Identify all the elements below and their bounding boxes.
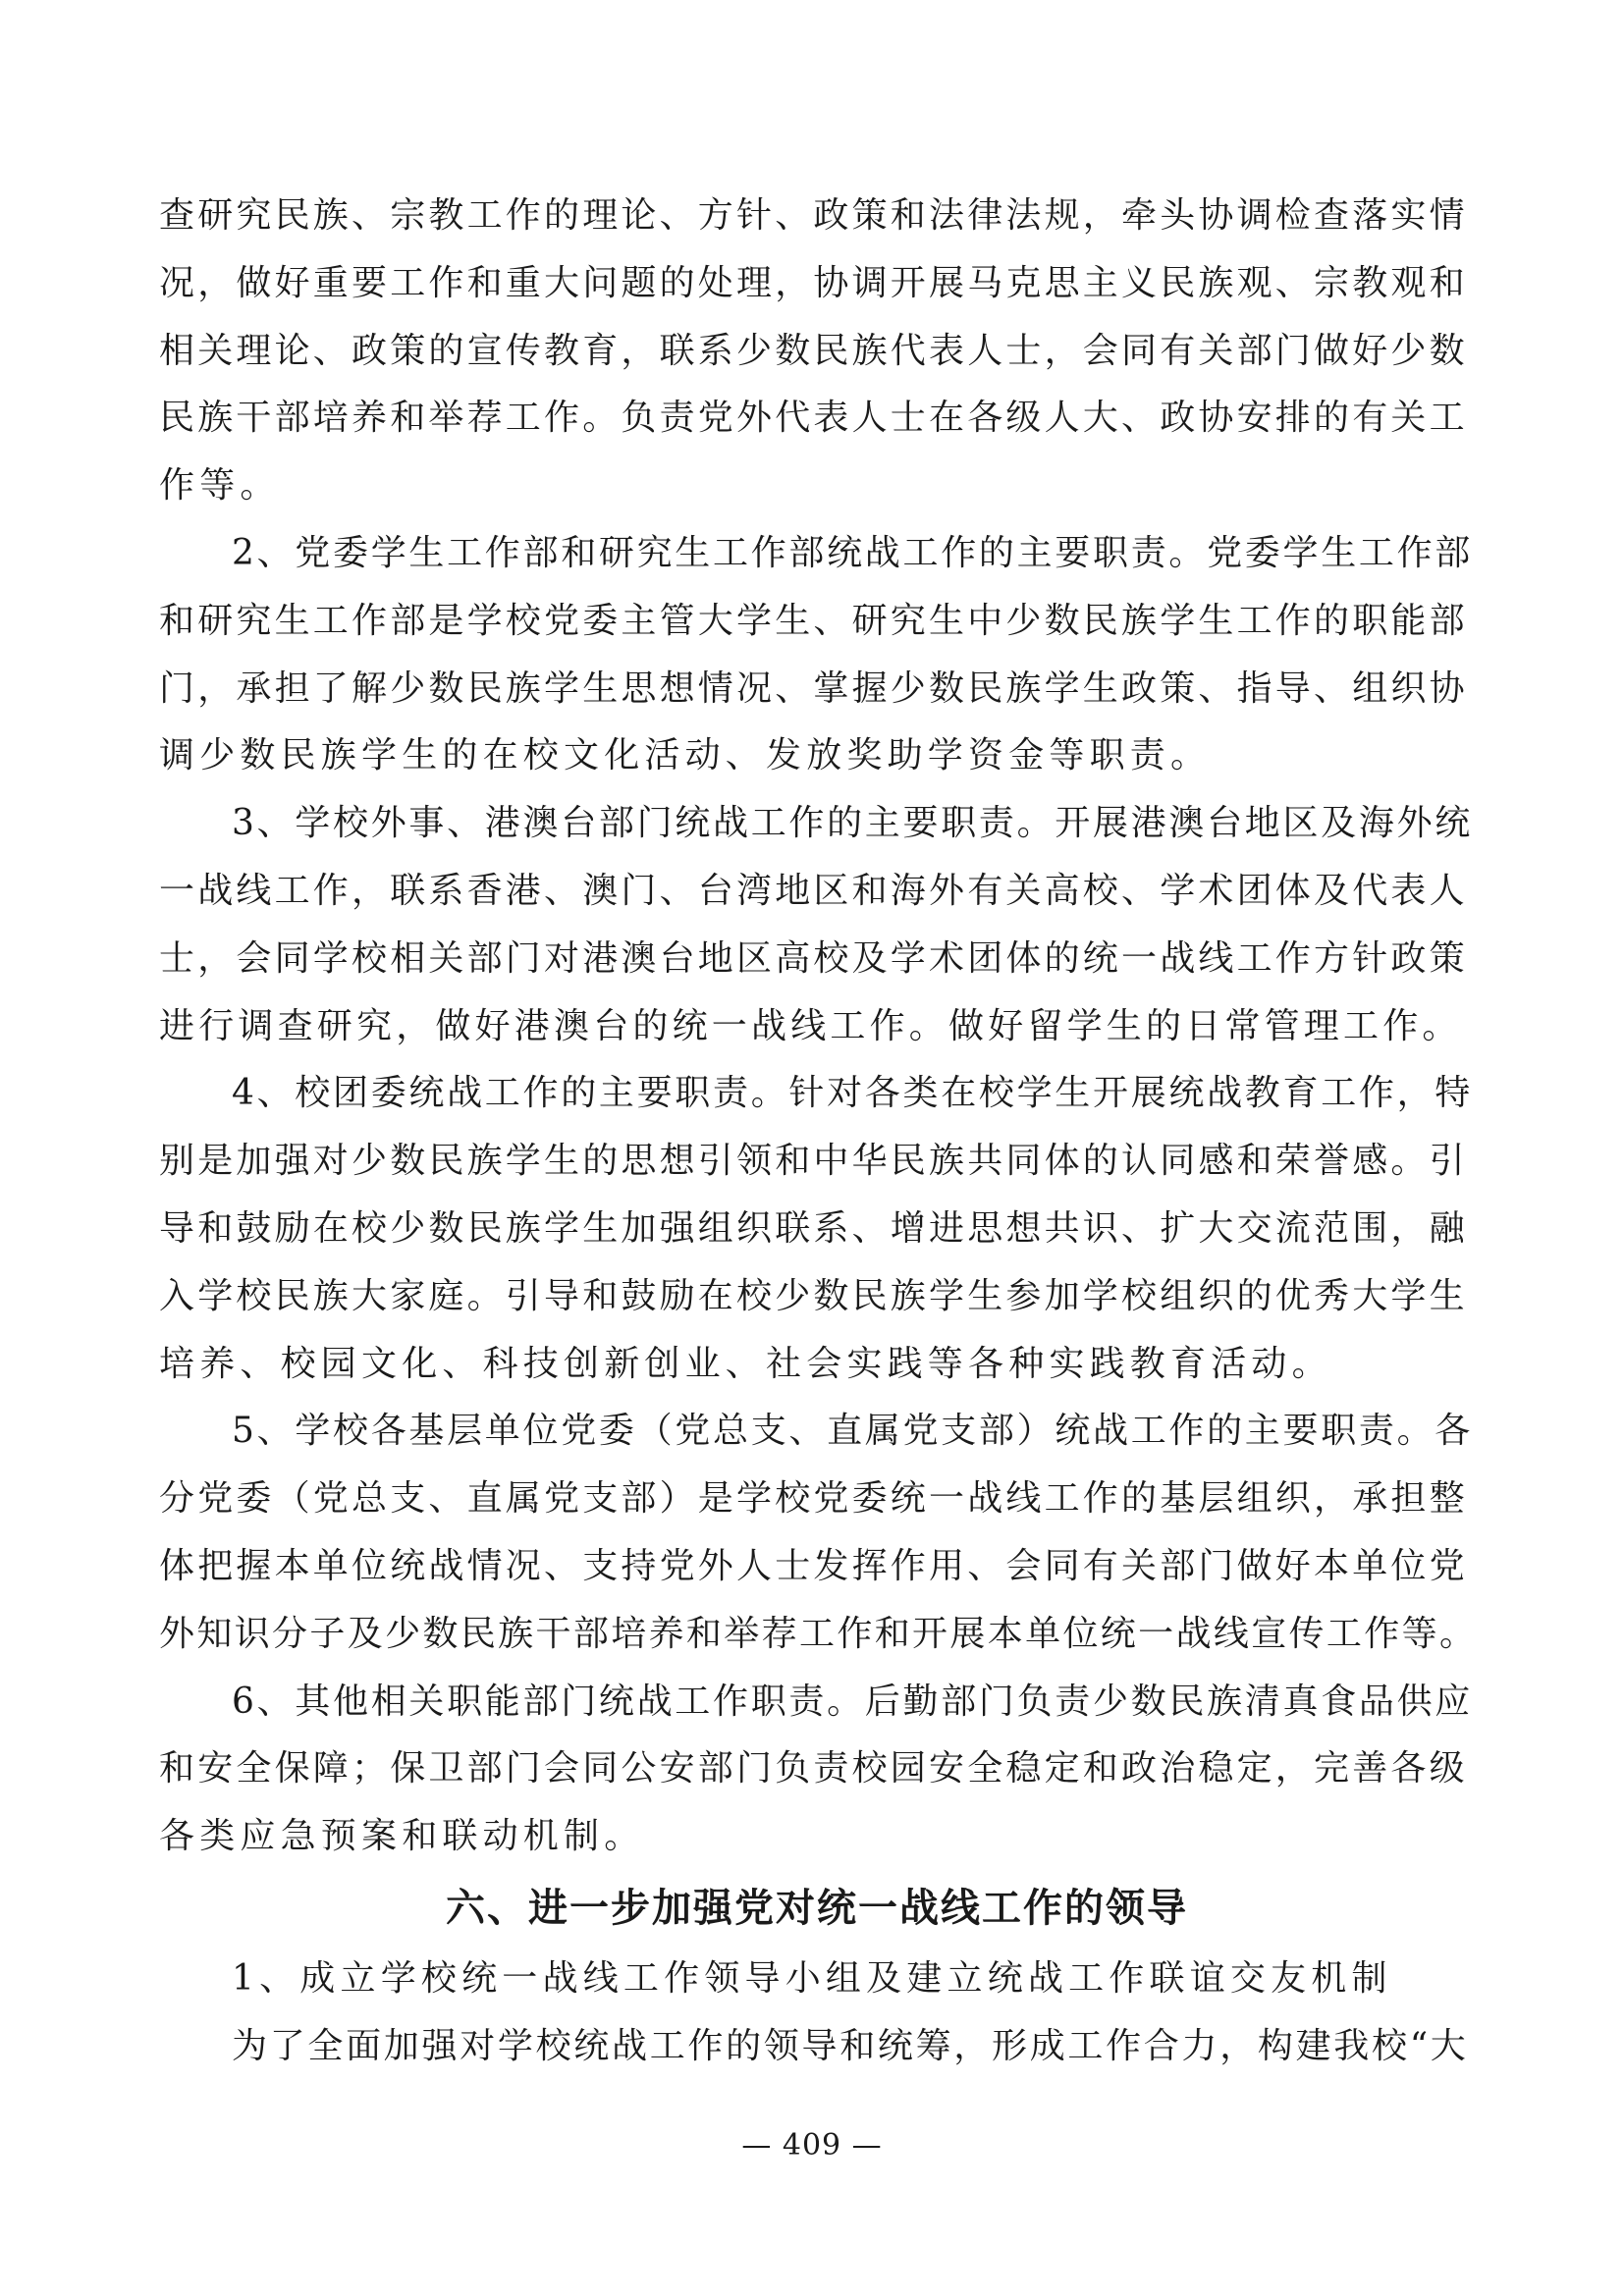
text-line: 调少数民族学生的在校文化活动、发放奖助学资金等职责。 — [159, 735, 1212, 776]
text-line: 培养、校园文化、科技创新创业、社会实践等各种实践教育活动。 — [159, 1343, 1332, 1384]
paragraph-start-line: 为了全面加强对学校统战工作的领导和统筹，形成工作合力，构建我校“大 — [232, 2025, 1469, 2066]
text-line: 作等。 — [159, 465, 281, 507]
text-line: 和安全保障；保卫部门会同公安部门负责校园安全稳定和政治稳定，完善各级 — [159, 1748, 1468, 1789]
text-line: 外知识分子及少数民族干部培养和举荐工作和开展本单位统一战线宣传工作等。 — [159, 1613, 1475, 1654]
paragraph-start-line: 4、校团委统战工作的主要职责。针对各类在校学生开展统战教育工作，特 — [232, 1073, 1474, 1114]
text-line: 入学校民族大家庭。引导和鼓励在校少数民族学生参加学校组织的优秀大学生 — [159, 1275, 1468, 1316]
paragraph-start-line: 6、其他相关职能部门统战工作职责。后勤部门负责少数民族清真食品供应 — [232, 1681, 1474, 1722]
text-line: 况，做好重要工作和重大问题的处理，协调开展马克思主义民族观、宗教观和 — [159, 262, 1468, 303]
text-line: 门，承担了解少数民族学生思想情况、掌握少数民族学生政策、指导、组织协 — [159, 667, 1468, 709]
section-heading: 六、进一步加强党对统一战线工作的领导 — [446, 1885, 1188, 1931]
text-line: 体把握本单位统战情况、支持党外人士发挥作用、会同有关部门做好本单位党 — [159, 1545, 1468, 1586]
page-number: — 409 — — [741, 2128, 883, 2163]
text-line: 别是加强对少数民族学生的思想引领和中华民族共同体的认同感和荣誉感。引 — [159, 1141, 1468, 1182]
text-line: 进行调查研究，做好港澳台的统一战线工作。做好留学生的日常管理工作。 — [159, 1005, 1462, 1046]
text-line: 一战线工作，联系香港、澳门、台湾地区和海外有关高校、学术团体及代表人 — [159, 870, 1468, 911]
text-line: 士，会同学校相关部门对港澳台地区高校及学术团体的统一战线工作方针政策 — [159, 937, 1468, 979]
paragraph-start-line: 5、学校各基层单位党委（党总支、直属党支部）统战工作的主要职责。各 — [232, 1411, 1474, 1452]
subsection-heading: 1、成立学校统一战线工作领导小组及建立统战工作联谊交友机制 — [232, 1957, 1392, 1999]
text-line: 民族干部培养和举荐工作。负责党外代表人士在各级人大、政协安排的有关工 — [159, 398, 1468, 439]
text-line: 查研究民族、宗教工作的理论、方针、政策和法律法规，牵头协调检查落实情 — [159, 195, 1468, 236]
text-line: 分党委（党总支、直属党支部）是学校党委统一战线工作的基层组织，承担整 — [159, 1478, 1468, 1520]
paragraph-start-line: 2、党委学生工作部和研究生工作部统战工作的主要职责。党委学生工作部 — [232, 532, 1474, 573]
text-line: 相关理论、政策的宣传教育，联系少数民族代表人士，会同有关部门做好少数 — [159, 330, 1468, 371]
text-line: 和研究生工作部是学校党委主管大学生、研究生中少数民族学生工作的职能部 — [159, 600, 1468, 641]
paragraph-start-line: 3、学校外事、港澳台部门统战工作的主要职责。开展港澳台地区及海外统 — [232, 803, 1474, 844]
text-line: 各类应急预案和联动机制。 — [159, 1816, 645, 1857]
body-text — [159, 183, 1475, 2081]
text-line: 导和鼓励在校少数民族学生加强组织联系、增进思想共识、扩大交流范围，融 — [159, 1207, 1468, 1249]
